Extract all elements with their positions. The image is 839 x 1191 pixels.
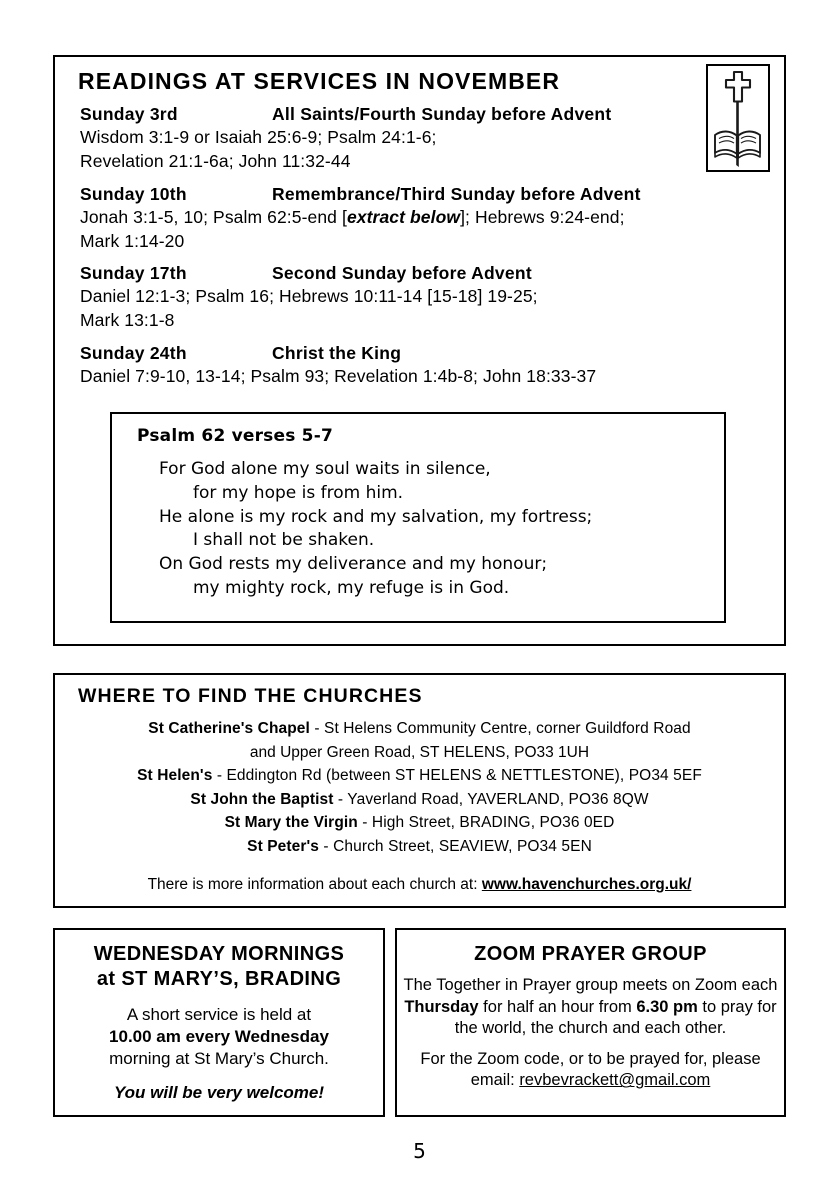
reading-reference-part: ]; Hebrews 9:24-end;: [460, 206, 625, 227]
churches-website-link[interactable]: www.havenchurches.org.uk/: [481, 876, 692, 893]
zoom-contact: [397, 1049, 784, 1092]
church-name: St Mary the Virgin: [224, 814, 358, 832]
reading-heading: [80, 183, 740, 206]
zoom-meeting-day: Thursday: [404, 997, 479, 1016]
psalm-line: I shall not be shaken.: [193, 530, 375, 551]
reading-heading: [80, 103, 740, 126]
reading-entry: [80, 262, 740, 333]
wednesday-body-line-3: morning at St Mary’s Church.: [109, 1048, 329, 1068]
reading-reference-line: Daniel 12:1-3; Psalm 16; Hebrews 10:11-14 [15-18] 19-25;: [80, 286, 538, 307]
church-name: St Catherine's Chapel: [148, 720, 310, 737]
reading-entry: [80, 103, 740, 174]
wednesday-service-time-text: 10.00 am every Wednesday: [109, 1026, 329, 1046]
psalm-extract-box: [110, 412, 726, 623]
page-number: 5: [413, 1139, 426, 1163]
church-name: St John the Baptist: [190, 790, 334, 808]
psalm-title: Psalm 62 verses 5-7: [137, 426, 333, 446]
reading-reference-line: Mark 1:14-20: [80, 230, 185, 251]
church-entry: [75, 835, 764, 859]
zoom-body: [397, 975, 784, 1040]
churches-website-label: There is more information about each church at:: [147, 876, 482, 893]
reading-references: [80, 206, 740, 254]
wednesday-mornings-section: [53, 928, 385, 1117]
churches-website-note: [75, 876, 764, 894]
wednesday-heading-line-2: at ST MARY’S, BRADING: [96, 967, 342, 990]
zoom-body-part: The Together in Prayer group meets on Zoom each: [403, 976, 778, 994]
reading-occasion: Second Sunday before Advent: [272, 263, 532, 284]
church-entry: [75, 717, 764, 741]
zoom-contact-email[interactable]: revbevrackett@gmail.com: [519, 1071, 711, 1090]
church-address: - St Helens Community Centre, corner Guildford Road: [309, 720, 691, 737]
zoom-prayer-group-section: [395, 928, 786, 1117]
wednesday-heading: [55, 942, 383, 992]
psalm-line: He alone is my rock and my salvation, my fortress;: [159, 506, 593, 527]
churches-list: [75, 717, 764, 858]
church-address: - High Street, BRADING, PO36 0ED: [357, 814, 615, 832]
wednesday-body: [55, 1004, 383, 1070]
psalm-verses: [159, 458, 714, 601]
reading-references: [80, 285, 740, 333]
church-entry: [75, 811, 764, 835]
readings-section: [53, 55, 786, 646]
reading-reference-emphasis: extract below: [346, 206, 461, 227]
reading-day: Sunday 24th: [80, 343, 187, 364]
churches-section: [53, 673, 786, 908]
church-name: St Helen's: [137, 767, 213, 785]
wednesday-service-time: [55, 1026, 383, 1048]
zoom-heading: ZOOM PRAYER GROUP: [474, 943, 707, 965]
reading-day: Sunday 17th: [80, 263, 187, 284]
zoom-body-part: to pray for the world, the church and each other.: [454, 997, 777, 1038]
reading-day: Sunday 10th: [80, 183, 187, 204]
reading-reference-line: Revelation 21:1-6a; John 11:32-44: [80, 150, 351, 171]
zoom-meeting-time: 6.30 pm: [636, 997, 698, 1016]
wednesday-welcome-message: You will be very welcome!: [113, 1082, 325, 1102]
wednesday-body-line-1: A short service is held at: [126, 1004, 312, 1024]
psalm-line: my mighty rock, my refuge is in God.: [193, 577, 510, 598]
reading-references: [80, 126, 740, 174]
reading-reference-line: Mark 13:1-8: [80, 310, 175, 331]
reading-day: Sunday 3rd: [80, 104, 178, 124]
reading-heading: [80, 262, 740, 285]
reading-heading: [80, 342, 740, 365]
churches-title: WHERE TO FIND THE CHURCHES: [78, 685, 423, 707]
reading-entry: [80, 183, 740, 254]
church-entry: [75, 764, 764, 788]
reading-reference-line: [80, 206, 740, 230]
readings-list: [80, 103, 740, 398]
reading-reference-line: Wisdom 3:1-9 or Isaiah 25:6-9; Psalm 24:1-6;: [80, 127, 437, 148]
church-address: - Yaverland Road, YAVERLAND, PO36 8QW: [333, 790, 649, 808]
zoom-contact-label: For the Zoom code, or to be prayed for, please email:: [420, 1049, 761, 1090]
reading-occasion: Christ the King: [272, 343, 402, 364]
reading-occasion: All Saints/Fourth Sunday before Advent: [272, 104, 612, 124]
zoom-body-part: for half an hour from: [478, 997, 637, 1016]
reading-occasion: Remembrance/Third Sunday before Advent: [272, 183, 641, 204]
page-title: READINGS AT SERVICES IN NOVEMBER: [78, 68, 561, 94]
wednesday-heading-line-1: WEDNESDAY MORNINGS: [93, 943, 345, 965]
reading-reference-part: Jonah 3:1-5, 10; Psalm 62:5-end [: [80, 206, 347, 227]
psalm-line: for my hope is from him.: [193, 482, 404, 503]
psalm-line: For God alone my soul waits in silence,: [159, 459, 491, 479]
reading-references: [80, 365, 740, 389]
church-address-continued: and Upper Green Road, ST HELENS, PO33 1UH: [249, 743, 590, 761]
church-address: - Church Street, SEAVIEW, PO34 5EN: [319, 837, 592, 855]
church-entry: [75, 788, 764, 812]
reading-reference-line: Daniel 7:9-10, 13-14; Psalm 93; Revelation 1:4b-8; John 18:33-37: [80, 366, 597, 387]
reading-entry: [80, 342, 740, 389]
psalm-line: On God rests my deliverance and my honour;: [159, 554, 548, 575]
church-address: - Eddington Rd (between ST HELENS & NETTLESTONE), PO34 5EF: [212, 767, 702, 785]
church-name: St Peter's: [247, 837, 320, 855]
